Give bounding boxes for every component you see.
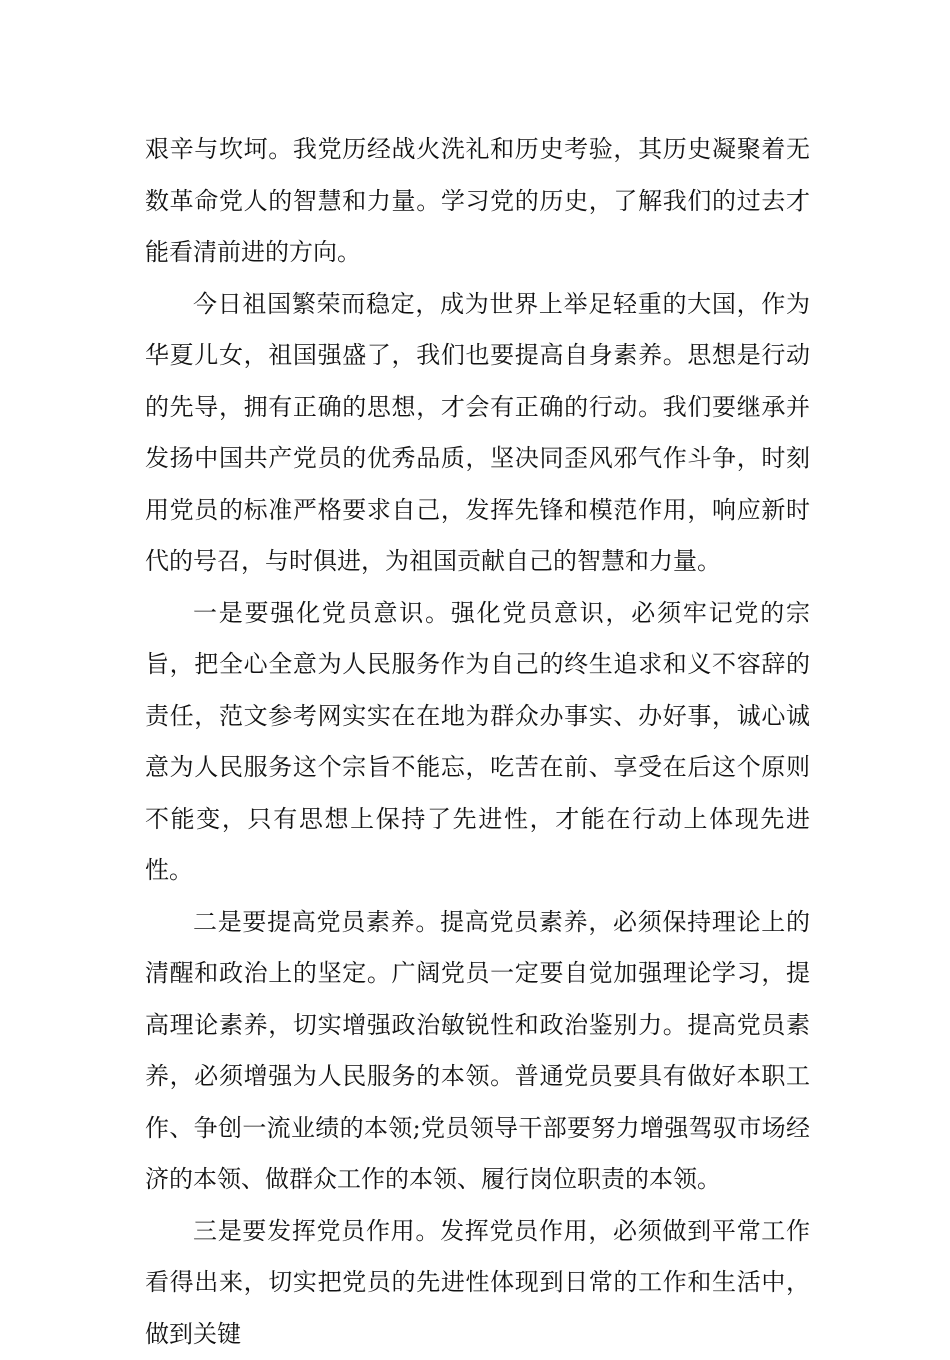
paragraph-point-two: 二是要提高党员素养。提高党员素养，必须保持理论上的清醒和政治上的坚定。广阔党员一定要自觉加强理论学习，提高理论素养，切实增强政治敏锐性和政治鉴别力。提高党员素养，必须增强为人民服务的本领。普通党员要具有做好本职工作、争创一流业绩的本领;党员领导干部要努力增强驾驭市场经济的本领、做群众工作的本领、履行岗位职责的本领。 bbox=[145, 897, 810, 1206]
paragraph-point-one: 一是要强化党员意识。强化党员意识，必须牢记党的宗旨，把全心全意为人民服务作为自己的终生追求和义不容辞的责任，范文参考网实实在在地为群众办事实、办好事，诚心诚意为人民服务这个宗旨不能忘，吃苦在前、享受在后这个原则不能变，只有思想上保持了先进性，才能在行动上体现先进性。 bbox=[145, 588, 810, 897]
paragraph-continuation: 艰辛与坎坷。我党历经战火洗礼和历史考验，其历史凝聚着无数革命党人的智慧和力量。学习党的历史，了解我们的过去才能看清前进的方向。 bbox=[145, 124, 810, 279]
paragraph-point-three: 三是要发挥党员作用。发挥党员作用，必须做到平常工作看得出来，切实把党员的先进性体现到日常的工作和生活中，做到关键 bbox=[145, 1206, 810, 1360]
paragraph-motherland: 今日祖国繁荣而稳定，成为世界上举足轻重的大国，作为华夏儿女，祖国强盛了，我们也要提高自身素养。思想是行动的先导，拥有正确的思想，才会有正确的行动。我们要继承并发扬中国共产党员的优秀品质，坚决同歪风邪气作斗争，时刻用党员的标准严格要求自己，发挥先锋和模范作用，响应新时代的号召，与时俱进，为祖国贡献自己的智慧和力量。 bbox=[145, 279, 810, 588]
document-body bbox=[145, 124, 810, 1360]
